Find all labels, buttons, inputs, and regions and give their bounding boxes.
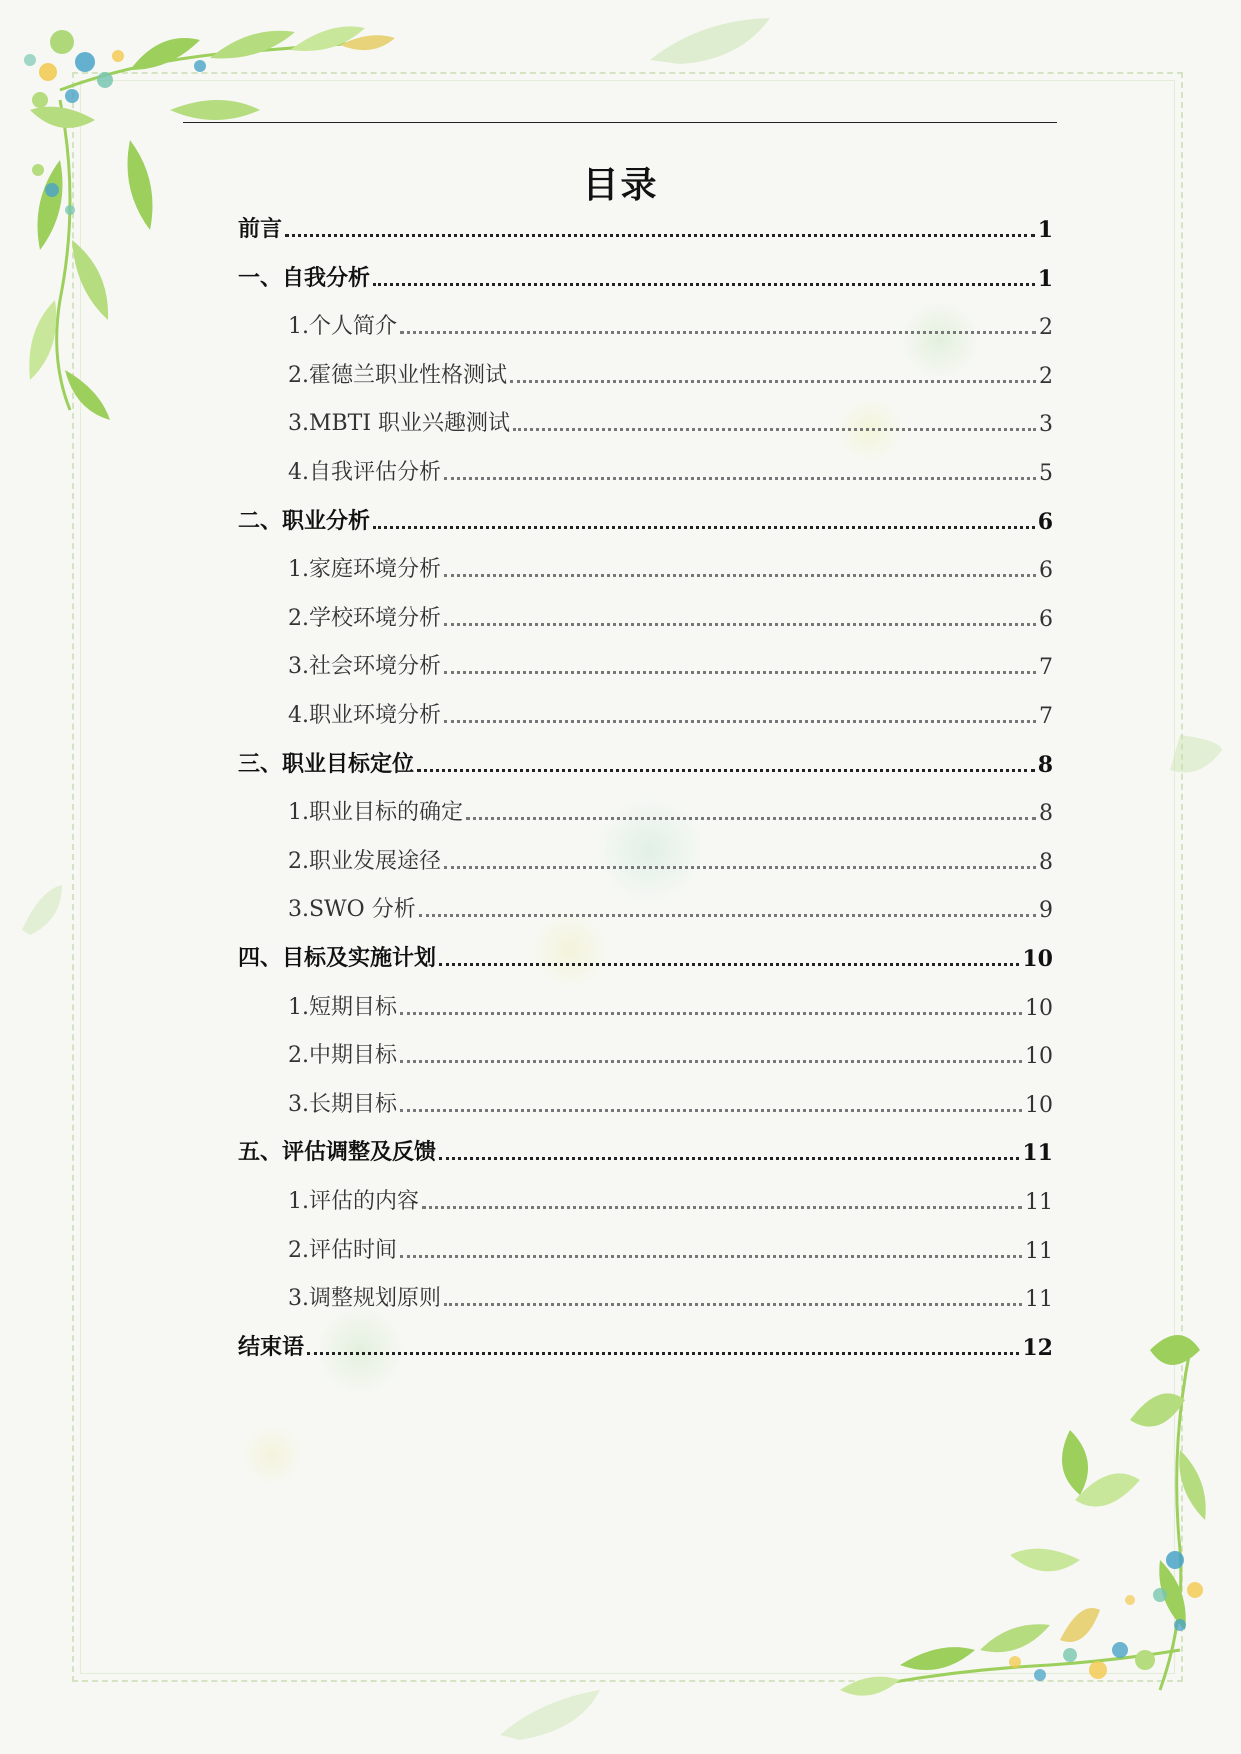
toc-entry[interactable] — [288, 310, 1053, 340]
toc-entry-label: 4.自我评估分析 — [288, 460, 441, 485]
toc-leader-dots — [285, 234, 1035, 237]
toc-entry-page-number: 6 — [1039, 558, 1053, 583]
toc-entry[interactable] — [288, 602, 1053, 632]
toc-entry[interactable] — [288, 650, 1053, 680]
toc-entry-label: 五、评估调整及反馈 — [238, 1139, 437, 1165]
toc-entry[interactable] — [238, 213, 1053, 243]
toc-entry[interactable] — [238, 942, 1053, 972]
toc-entry-page-number: 7 — [1039, 704, 1053, 729]
toc-entry-label: 1.家庭环境分析 — [288, 557, 441, 582]
toc-leader-dots — [513, 428, 1036, 431]
toc-entry-page-number: 6 — [1039, 607, 1053, 632]
toc-entry-label: 2.学校环境分析 — [288, 606, 441, 631]
toc-leader-dots — [439, 963, 1019, 966]
toc-entry-page-number: 1 — [1037, 217, 1053, 243]
toc-leader-dots — [510, 380, 1036, 383]
toc-entry[interactable] — [288, 359, 1053, 389]
toc-entry-label: 3.调整规划原则 — [288, 1286, 441, 1311]
toc-entry[interactable] — [288, 1039, 1053, 1069]
toc-entry-label: 3.SWO 分析 — [288, 897, 416, 922]
toc-entry-label: 二、职业分析 — [238, 508, 371, 534]
toc-leader-dots — [444, 866, 1036, 869]
toc-leader-dots — [373, 283, 1035, 286]
toc-leader-dots — [400, 1012, 1022, 1015]
toc-entry-label: 一、自我分析 — [238, 265, 371, 291]
toc-entry-label: 2.评估时间 — [288, 1238, 397, 1263]
toc-entry[interactable] — [288, 407, 1053, 437]
toc-leader-dots — [444, 623, 1036, 626]
toc-entry-label: 1.评估的内容 — [288, 1189, 419, 1214]
toc-entry-label: 3.长期目标 — [288, 1092, 397, 1117]
toc-leader-dots — [422, 1206, 1022, 1209]
toc-entry[interactable] — [288, 796, 1053, 826]
toc-entry-page-number: 3 — [1039, 412, 1053, 437]
toc-entry-page-number: 10 — [1022, 946, 1053, 972]
toc-entry-page-number: 1 — [1037, 266, 1053, 292]
toc-entry[interactable] — [288, 1234, 1053, 1264]
toc-entry-label: 结束语 — [238, 1334, 305, 1360]
toc-entry-page-number: 8 — [1039, 850, 1053, 875]
toc-entry[interactable] — [288, 1282, 1053, 1312]
toc-entry[interactable] — [288, 845, 1053, 875]
toc-entry-page-number: 10 — [1025, 1093, 1053, 1118]
toc-entry-page-number: 2 — [1039, 364, 1053, 389]
toc-entry-label: 1.短期目标 — [288, 995, 397, 1020]
toc-entry-label: 3.MBTI 职业兴趣测试 — [288, 411, 511, 436]
toc-entry-page-number: 11 — [1025, 1239, 1053, 1264]
toc-leader-dots — [400, 1255, 1022, 1258]
toc-entry[interactable] — [288, 553, 1053, 583]
toc-entry[interactable] — [288, 699, 1053, 729]
toc-leader-dots — [400, 1109, 1022, 1112]
toc-entry-label: 前言 — [238, 216, 283, 242]
toc-entry-page-number: 8 — [1039, 801, 1053, 826]
toc-entry[interactable] — [238, 1136, 1053, 1166]
toc-entry-label: 1.个人简介 — [288, 314, 397, 339]
toc-leader-dots — [419, 914, 1036, 917]
toc-entry-label: 四、目标及实施计划 — [238, 945, 437, 971]
toc-leader-dots — [444, 1303, 1022, 1306]
toc-entry[interactable] — [288, 893, 1053, 923]
toc-entry-page-number: 5 — [1039, 461, 1053, 486]
toc-entry-page-number: 8 — [1037, 752, 1053, 778]
toc-entry[interactable] — [288, 991, 1053, 1021]
toc-leader-dots — [439, 1157, 1019, 1160]
toc-entry[interactable] — [238, 262, 1053, 292]
toc-entry-label: 2.中期目标 — [288, 1043, 397, 1068]
toc-entry-page-number: 9 — [1039, 898, 1053, 923]
toc-entry-page-number: 11 — [1025, 1287, 1053, 1312]
toc-leader-dots — [417, 769, 1035, 772]
toc-entry[interactable] — [288, 1088, 1053, 1118]
toc-entry-label: 3.社会环境分析 — [288, 654, 441, 679]
toc-leader-dots — [400, 331, 1036, 334]
toc-entry-page-number: 12 — [1022, 1335, 1053, 1361]
toc-entry-label: 1.职业目标的确定 — [288, 800, 463, 825]
toc-entry[interactable] — [238, 505, 1053, 535]
toc-entry-page-number: 11 — [1025, 1190, 1053, 1215]
toc-entry-page-number: 10 — [1025, 996, 1053, 1021]
toc-entry[interactable] — [238, 1331, 1053, 1361]
toc-leader-dots — [444, 671, 1036, 674]
toc-leader-dots — [307, 1352, 1019, 1355]
page-title: 目录 — [582, 164, 659, 206]
toc-leader-dots — [466, 817, 1036, 820]
toc-entry-label: 4.职业环境分析 — [288, 703, 441, 728]
toc-entry[interactable] — [288, 1185, 1053, 1215]
toc-entry-label: 2.职业发展途径 — [288, 849, 441, 874]
toc-leader-dots — [400, 1060, 1022, 1063]
toc-entry[interactable] — [288, 456, 1053, 486]
toc-leader-dots — [444, 720, 1036, 723]
toc-entry-page-number: 7 — [1039, 655, 1053, 680]
toc-entry-label: 三、职业目标定位 — [238, 751, 415, 777]
toc-entry-page-number: 11 — [1022, 1140, 1053, 1166]
toc-leader-dots — [444, 477, 1036, 480]
toc-entry-page-number: 6 — [1037, 509, 1053, 535]
toc-leader-dots — [373, 526, 1035, 529]
toc-leader-dots — [444, 574, 1036, 577]
toc-entry-page-number: 2 — [1039, 315, 1053, 340]
toc-entry[interactable] — [238, 748, 1053, 778]
toc-entry-page-number: 10 — [1025, 1044, 1053, 1069]
toc-entry-label: 2.霍德兰职业性格测试 — [288, 363, 507, 388]
